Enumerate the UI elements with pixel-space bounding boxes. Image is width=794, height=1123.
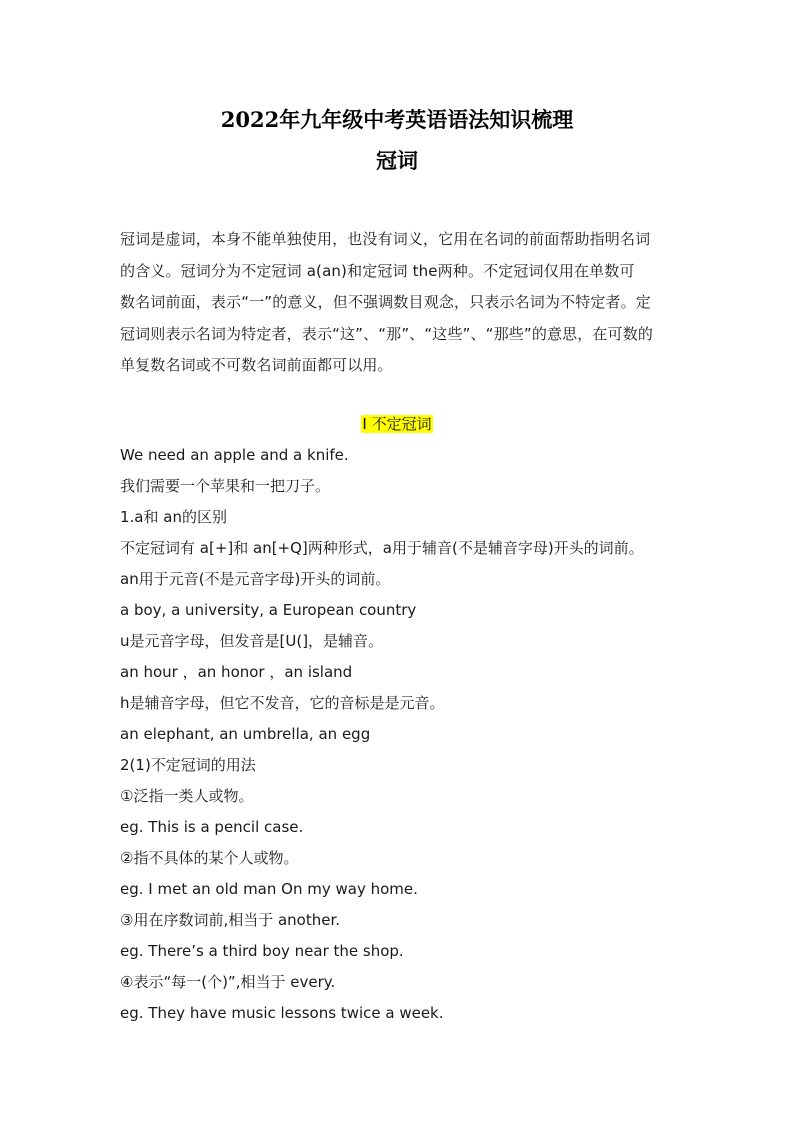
note-line: h是辅音字母，但它不发音，它的音标是是元音。: [120, 694, 445, 712]
example-line: eg. They have music lessons twice a week.: [120, 1004, 444, 1022]
usage-item: ③用在序数词前,相当于 another.: [120, 911, 341, 929]
example-sentence: We need an apple and a knife.: [120, 446, 349, 464]
usage-item: ①泛指一类人或物。: [120, 787, 254, 805]
body-content: [120, 444, 720, 1033]
example-line: eg. I met an old man On my way home.: [120, 880, 418, 898]
document-subtitle: 冠词: [376, 148, 418, 173]
intro-line: 冠词是虚词，本身不能单独使用，也没有词义，它用在名词的前面帮助指明名词: [120, 230, 651, 248]
intro-line: 数名词前面，表示“一”的意义，但不强调数目观念，只表示名词为不特定者。定: [120, 293, 651, 311]
subsection-heading: 1.a和 an的区别: [120, 508, 227, 526]
section-heading: [0, 413, 794, 435]
note-line: u是元音字母，但发音是[U(]，是辅音。: [120, 632, 384, 650]
intro-line: 单复数名词或不可数名词前面都可以用。: [120, 356, 393, 374]
example-line: eg. This is a pencil case.: [120, 818, 304, 836]
document-title: 2022年九年级中考英语语法知识梳理: [220, 107, 574, 132]
intro-line: 的含义。冠词分为不定冠词 a(an)和定冠词 the两种。不定冠词仅用在单数可: [120, 261, 635, 280]
rule-line: 不定冠词有 a[+]和 an[+Q]两种形式，a用于辅音(不是辅音字母)开头的词前。: [120, 539, 644, 557]
subsection-heading: 2(1)不定冠词的用法: [120, 756, 256, 774]
usage-item: ④表示“每一(个)”,相当于 every.: [120, 973, 336, 991]
example-line: an elephant, an umbrella, an egg: [120, 725, 371, 743]
rule-line: an用于元音(不是元音字母)开头的词前。: [120, 570, 391, 588]
section-heading-highlight: I 不定冠词: [362, 415, 432, 433]
example-line: an hour ，an honor ，an island: [120, 663, 353, 681]
example-line: eg. There’s a third boy near the shop.: [120, 942, 404, 960]
translation-line: 我们需要一个苹果和一把刀子。: [120, 477, 331, 495]
usage-item: ②指不具体的某个人或物。: [120, 849, 299, 867]
example-line: a boy, a university, a European country: [120, 601, 417, 619]
intro-paragraph: [120, 224, 680, 382]
intro-line: 冠词则表示名词为特定者，表示“这”、“那”、“这些”、“那些”的意思，在可数的: [120, 324, 654, 343]
